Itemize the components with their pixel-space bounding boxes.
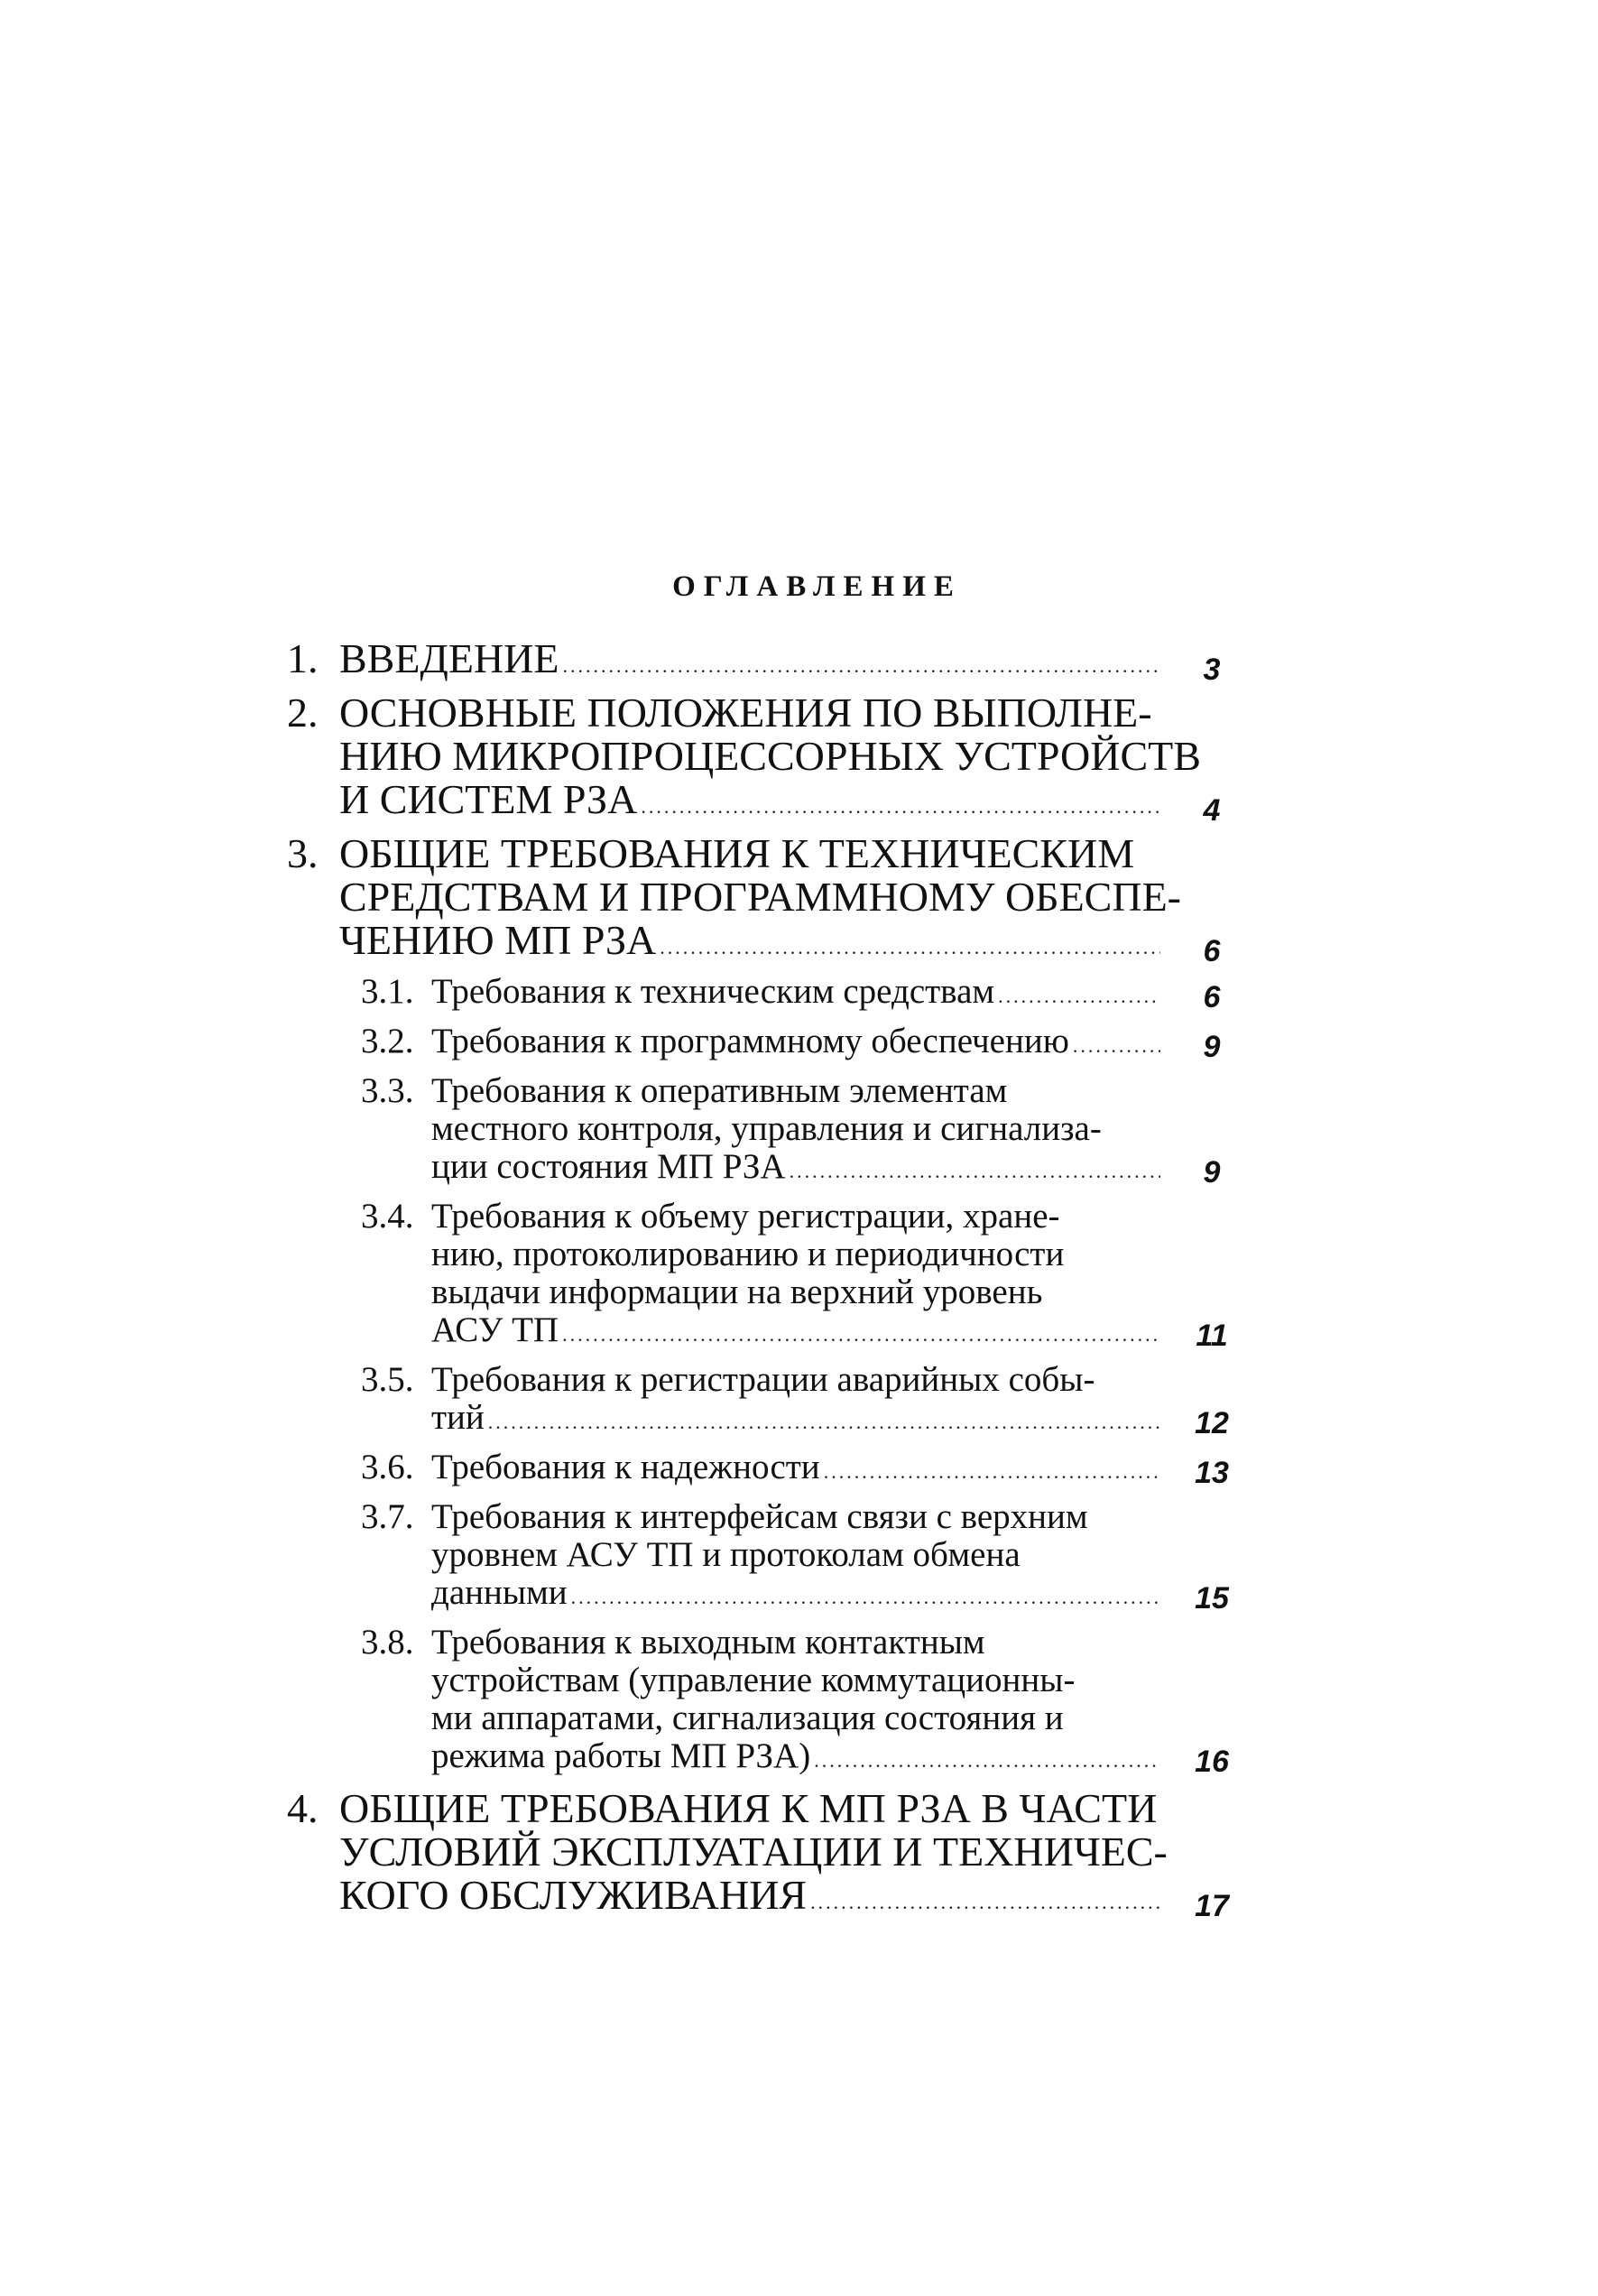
toc-entry-line — [431, 1449, 1164, 1491]
toc-entry-line — [431, 1699, 1164, 1737]
toc-entry-line — [339, 733, 1201, 779]
toc-entry-line — [431, 1399, 1164, 1441]
toc-entry-line-text: ции состояния МП РЗА — [431, 1147, 786, 1186]
toc-entry-line — [339, 778, 1164, 829]
toc-entry-line — [339, 919, 1164, 969]
toc-entry — [287, 1787, 1243, 1924]
toc-entry-line — [431, 1148, 1164, 1190]
dot-leader — [641, 785, 1160, 829]
toc-entry-line-text: ОСНОВНЫЕ ПОЛОЖЕНИЯ ПО ВЫПОЛНЕ- — [339, 690, 1152, 736]
toc-entry-number: 3.6. — [361, 1448, 414, 1486]
toc-entry — [287, 691, 1243, 829]
toc-entry-line-text: режима работы МП РЗА) — [431, 1736, 811, 1775]
toc-entry-line-text: ЧЕНИЮ МП РЗА — [339, 917, 657, 963]
toc-entry-number: 1. — [287, 635, 319, 681]
toc-page-number: 16 — [1195, 1745, 1229, 1779]
toc-entry-line-text: устройствам (управление коммутационны- — [431, 1661, 1076, 1699]
toc-entry-line — [431, 1110, 1164, 1148]
toc-entry-line — [431, 973, 1164, 1015]
toc-entry-line — [431, 1574, 1164, 1616]
toc-entry-number: 4. — [287, 1785, 319, 1831]
toc-entry-line — [431, 1498, 1164, 1536]
toc-entry-text — [339, 637, 1164, 688]
toc-entry — [287, 637, 1243, 688]
toc-entry — [287, 1072, 1243, 1190]
toc-entry-number: 3.4. — [361, 1197, 414, 1236]
toc-entry-line-text: ВВЕДЕНИЕ — [339, 635, 559, 681]
toc-page-number: 15 — [1195, 1581, 1229, 1616]
toc-page-number: 3 — [1203, 653, 1221, 687]
dot-leader — [562, 1316, 1160, 1354]
toc-page-number: 9 — [1203, 1030, 1221, 1064]
toc-page-number: 12 — [1195, 1406, 1229, 1440]
toc-entry-text — [431, 1449, 1164, 1491]
toc-entry-line — [339, 691, 1164, 735]
dot-leader — [790, 1153, 1160, 1190]
toc-entry-line-text: СРЕДСТВАМ И ПРОГРАММНОМУ ОБЕСПЕ- — [339, 874, 1182, 920]
toc-entry-line-text: УСЛОВИЙ ЭКСПЛУАТАЦИИ И ТЕХНИЧЕС- — [339, 1828, 1168, 1875]
table-of-contents — [287, 637, 1261, 1928]
toc-entry-line — [431, 1023, 1164, 1065]
toc-entry-line-text: ОБЩИЕ ТРЕБОВАНИЯ К ТЕХНИЧЕСКИМ — [339, 830, 1135, 876]
toc-page-number: 13 — [1195, 1456, 1229, 1490]
toc-entry-text — [431, 973, 1164, 1015]
toc-entry-line — [431, 1361, 1164, 1399]
toc-page-number: 9 — [1203, 1155, 1221, 1190]
toc-entry-line-text: нию, протоколированию и периодичности — [431, 1235, 1065, 1273]
toc-entry — [287, 1198, 1243, 1354]
toc-entry-line-text: Требования к техническим средствам — [431, 972, 995, 1011]
dot-leader — [660, 926, 1160, 969]
toc-entry-line — [431, 1737, 1164, 1780]
toc-entry-text — [431, 1624, 1164, 1780]
toc-entry-text — [339, 690, 1201, 829]
toc-page-number: 6 — [1203, 980, 1221, 1014]
toc-entry-line-text: Требования к программному обеспечению — [431, 1022, 1069, 1060]
toc-entry-line — [431, 1198, 1164, 1236]
dot-leader — [1073, 1027, 1160, 1065]
toc-entry-line — [431, 1662, 1164, 1699]
toc-entry-number: 3.5. — [361, 1360, 414, 1399]
toc-entry-line — [431, 1311, 1164, 1354]
toc-entry-line-text: тий — [431, 1398, 485, 1437]
toc-page-number: 17 — [1195, 1889, 1229, 1923]
toc-entry — [287, 1624, 1243, 1780]
toc-entry-line — [431, 1236, 1164, 1273]
toc-page-number: 6 — [1203, 934, 1221, 968]
toc-entry-line — [339, 637, 1164, 688]
toc-entry — [287, 1361, 1243, 1441]
toc-entry-line — [339, 1787, 1164, 1830]
toc-entry — [287, 832, 1243, 969]
toc-entry-line — [431, 1536, 1164, 1574]
toc-entry-number: 3.7. — [361, 1497, 414, 1536]
toc-entry-line-text: выдачи информации на верхний уровень — [431, 1273, 1043, 1311]
toc-entry-number: 3.8. — [361, 1623, 414, 1662]
toc-page-number: 4 — [1203, 793, 1221, 828]
dot-leader — [810, 1881, 1160, 1924]
toc-entry-number: 3. — [287, 830, 319, 876]
toc-entry-number: 3.1. — [361, 972, 414, 1011]
toc-entry-text — [431, 1023, 1164, 1065]
toc-entry-text — [431, 1072, 1164, 1190]
toc-entry-line-text: НИЮ МИКРОПРОЦЕССОРНЫХ УСТРОЙСТВ — [339, 733, 1201, 779]
toc-entry-line-text: уровнем АСУ ТП и протоколам обмена — [431, 1535, 1021, 1574]
toc-entry-line-text: Требования к интерфейсам связи с верхним — [431, 1497, 1088, 1536]
dot-leader — [824, 1453, 1160, 1491]
dot-leader — [562, 644, 1160, 688]
toc-entry — [287, 1449, 1243, 1491]
toc-entry-line-text: Требования к оперативным элементам — [431, 1071, 1008, 1110]
toc-entry-text — [339, 830, 1182, 969]
toc-entry-number: 2. — [287, 690, 319, 736]
toc-entry-line-text: АСУ ТП — [431, 1310, 559, 1349]
toc-entry-line — [431, 1273, 1164, 1311]
toc-entry — [287, 973, 1243, 1015]
toc-entry-number: 3.3. — [361, 1071, 414, 1110]
toc-entry-line — [339, 1828, 1168, 1875]
toc-entry-line-text: Требования к надежности — [431, 1448, 820, 1486]
toc-entry-text — [431, 1361, 1164, 1441]
toc-entry-text — [431, 1198, 1164, 1354]
toc-entry-line-text: Требования к выходным контактным — [431, 1623, 985, 1662]
toc-entry-line-text: Требования к регистрации аварийных собы- — [431, 1360, 1095, 1399]
toc-entry-text — [339, 1785, 1168, 1924]
toc-entry — [287, 1498, 1243, 1616]
dot-leader — [998, 977, 1160, 1015]
toc-entry-line-text: КОГО ОБСЛУЖИВАНИЯ — [339, 1872, 808, 1918]
toc-entry-line-text: местного контроля, управления и сигнализа- — [431, 1109, 1102, 1148]
toc-entry-line-text: ОБЩИЕ ТРЕБОВАНИЯ К МП РЗА В ЧАСТИ — [339, 1785, 1158, 1831]
dot-leader — [571, 1578, 1160, 1616]
toc-entry — [287, 1023, 1243, 1065]
toc-entry-line — [431, 1072, 1164, 1110]
toc-entry-text — [431, 1498, 1164, 1616]
toc-entry-line-text: ми аппаратами, сигнализация состояния и — [431, 1699, 1064, 1737]
toc-entry-line-text: И СИСТЕМ РЗА — [339, 776, 638, 822]
toc-page-number: 11 — [1196, 1319, 1228, 1353]
toc-entry-line — [431, 1624, 1164, 1662]
toc-heading: ОГЛАВЛЕНИЕ — [672, 570, 962, 603]
toc-entry-line — [339, 1874, 1164, 1924]
toc-entry-line-text: Требования к объему регистрации, хране- — [431, 1197, 1060, 1236]
dot-leader — [488, 1403, 1160, 1441]
toc-entry-line — [339, 832, 1164, 875]
toc-entry-line — [339, 874, 1182, 920]
dot-leader — [814, 1742, 1160, 1780]
toc-entry-line-text: данными — [431, 1573, 568, 1612]
toc-entry-number: 3.2. — [361, 1022, 414, 1060]
